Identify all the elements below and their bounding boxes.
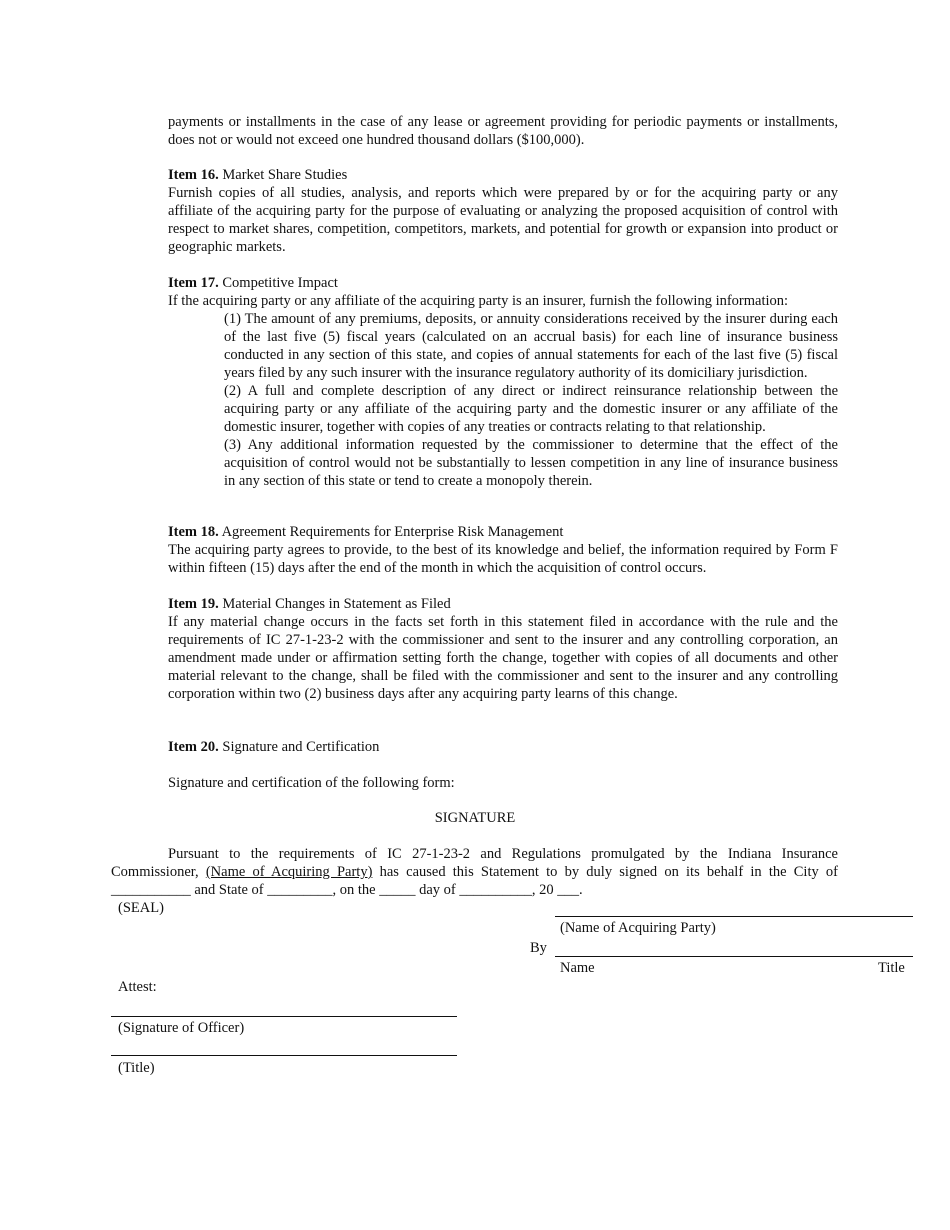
item-17-label: Item 17.	[168, 275, 219, 291]
name-label: Name	[560, 960, 595, 976]
acquiring-party-placeholder: (Name of Acquiring Party)	[205, 864, 373, 880]
officer-title-label: (Title)	[118, 1060, 155, 1076]
item-20-intro: Signature and certification of the following form:	[168, 775, 455, 791]
item-17	[168, 274, 838, 490]
item-20-heading	[168, 738, 838, 756]
item-18	[168, 523, 838, 577]
signature-paragraph	[111, 845, 838, 899]
item-17-intro: If the acquiring party or any affiliate of the acquiring party is an insurer, furnish the following information:	[168, 293, 789, 309]
item-17-subitem-2: (2) A full and complete description of any direct or indirect reinsurance relationship between the acquiring party or any affiliate of the acquiring party and the domestic insurer or any affiliate of the domestic insurer, together with copies of any treaties or contracts relating to that relationship.	[224, 383, 838, 435]
by-signature-line	[555, 956, 913, 957]
item-17-heading	[168, 274, 838, 292]
item-19	[168, 595, 838, 703]
item-16-label: Item 16.	[168, 167, 219, 183]
officer-title-line	[111, 1055, 457, 1056]
item-20-label: Item 20.	[168, 739, 219, 755]
item-19-title: Material Changes in Statement as Filed	[218, 596, 451, 612]
acquiring-party-label: (Name of Acquiring Party)	[560, 920, 716, 936]
item-20-title: Signature and Certification	[218, 739, 380, 755]
item-19-label: Item 19.	[168, 596, 219, 612]
attest-label: Attest:	[118, 979, 157, 995]
continuation-text: payments or installments in the case of any lease or agreement providing for periodic payments or installments, does not or would not exceed one hundred thousand dollars ($100,000).	[168, 114, 838, 148]
item-17-subitem-3: (3) Any additional information requested by the commissioner to determine that the effect of the acquisition of control would not be substantially to lessen competition in any line of insurance business in any section of this state or tend to create a monopoly therein.	[224, 437, 838, 489]
signature-para-start: Pursuant to the requirements of IC 27-1-23-2 and Regulations promulgated by the Indiana Insurance Commissioner,	[111, 846, 838, 880]
item-16	[168, 166, 838, 256]
acquiring-party-line	[555, 916, 913, 917]
item-17-subitem-1: (1) The amount of any premiums, deposits, or annuity considerations received by the insurer during each of the last five (5) fiscal years (calculated on an accrual basis) for each line of insurance business conducted in any section of this state, and copies of annual statements for each of the last five (5) fiscal years filed by any such insurer with the insurance regulatory authority of its domiciliary jurisdiction.	[224, 311, 838, 381]
item-19-body: If any material change occurs in the facts set forth in this statement filed in accordance with the rule and the requirements of IC 27-1-23-2 with the commissioner and sent to the insurer and any controlling corporation, an amendment made under or affirmation setting forth the change, together with copies of all documents and other material relevant to the change, shall be filed with the commissioner and sent to the insurer and any controlling corporation within two (2) business days after any acquiring party learns of this change.	[168, 614, 838, 702]
item-20	[168, 738, 838, 756]
item-18-body: The acquiring party agrees to provide, to the best of its knowledge and belief, the information required by Form F within fifteen (15) days after the end of the month in which the acquisition of control occurs.	[168, 542, 838, 576]
item-16-body: Furnish copies of all studies, analysis, and reports which were prepared by or for the acquiring party or any affiliate of the acquiring party for the purpose of evaluating or analyzing the proposed acquisition of control with respect to market shares, competition, competitors, markets, and potential for growth or expansion into product or geographic markets.	[168, 185, 838, 255]
item-16-title: Market Share Studies	[218, 167, 348, 183]
signature-para-end: has caused this Statement to by duly signed on its behalf in the City of ___________ and State of _________, on the _____ day of __________, 20 ___.	[111, 864, 838, 898]
by-label: By	[530, 940, 547, 956]
item-18-label: Item 18.	[168, 524, 219, 540]
item-18-title: Agreement Requirements for Enterprise Risk Management	[218, 524, 564, 540]
seal-label: (SEAL)	[118, 900, 164, 916]
officer-signature-line	[111, 1016, 457, 1017]
item-18-heading	[168, 523, 838, 541]
title-label: Title	[878, 960, 905, 976]
item-17-title: Competitive Impact	[218, 275, 338, 291]
signature-heading: SIGNATURE	[434, 810, 516, 826]
signature-of-officer-label: (Signature of Officer)	[118, 1020, 245, 1036]
item-16-heading	[168, 166, 838, 184]
item-19-heading	[168, 595, 838, 613]
